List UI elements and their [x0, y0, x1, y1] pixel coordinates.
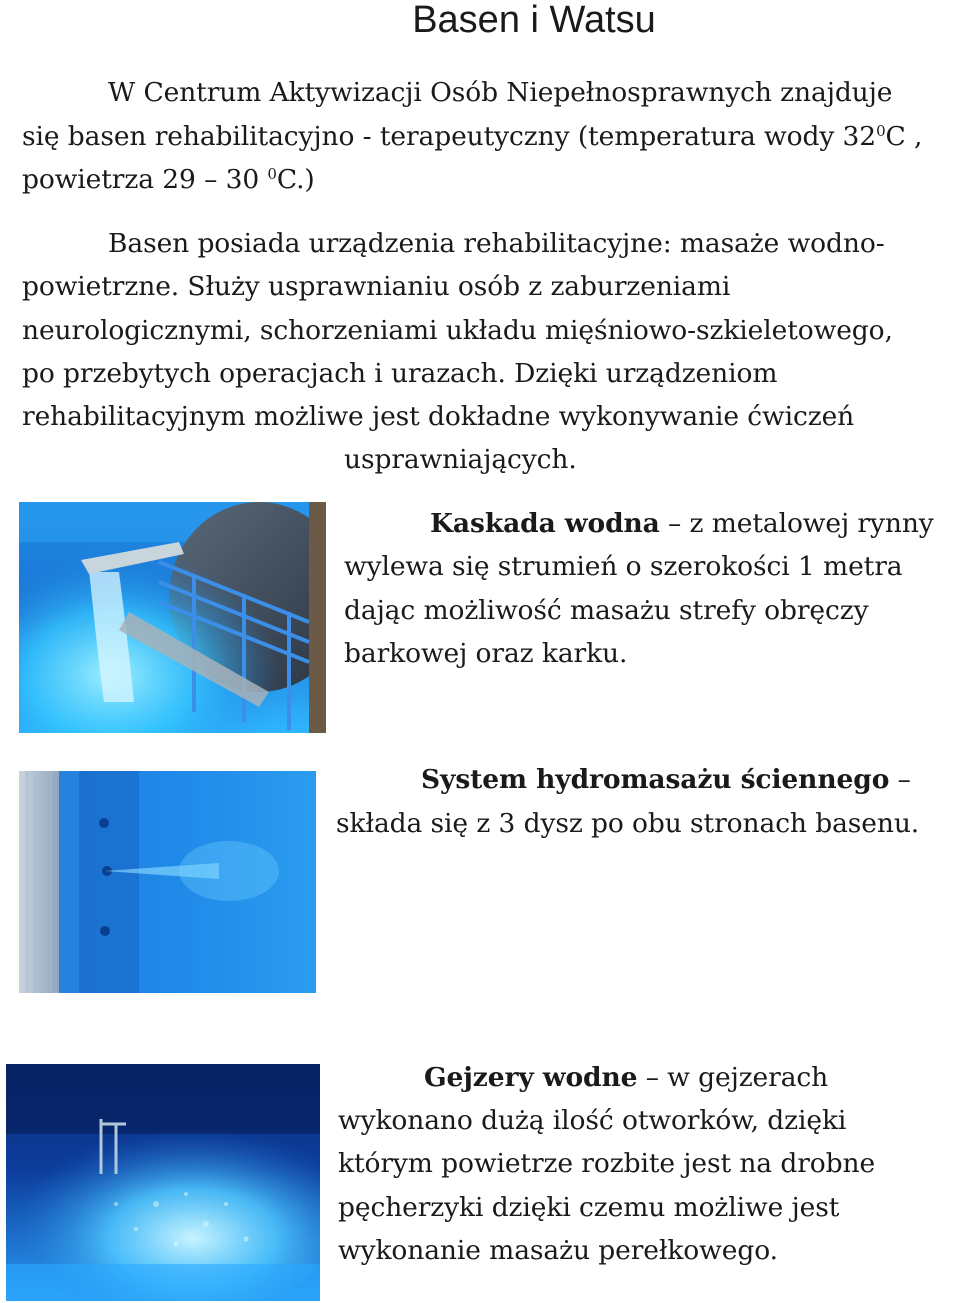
wall-massage-photo: [19, 771, 316, 993]
intro-line-3: powietrza 29 – 30 $^0$C.): [22, 164, 315, 195]
equipment-line-2: powietrzne. Służy usprawnianiu osób z zaburzeniami: [22, 271, 731, 302]
geysers-line-4: pęcherzyki dzięki czemu możliwe jest: [338, 1192, 840, 1223]
geysers-line-3: którym powietrze rozbite jest na drobne: [338, 1148, 876, 1179]
cascade-line-2: wylewa się strumień o szerokości 1 metra: [344, 551, 903, 582]
wall-massage-line-1: System hydromasażu ściennego –: [421, 764, 911, 795]
equipment-line-3: neurologicznymi, schorzeniami układu mięśniowo-szkieletowego,: [22, 315, 893, 346]
equipment-line-6: usprawniających.: [344, 444, 577, 475]
cascade-photo: [19, 502, 326, 733]
intro-line-1: W Centrum Aktywizacji Osób Niepełnosprawnych znajduje: [108, 77, 893, 108]
geysers-line-5: wykonanie masażu perełkowego.: [338, 1235, 778, 1266]
wall-massage-heading: System hydromasażu ściennego: [421, 764, 890, 795]
equipment-line-5: rehabilitacyjnym możliwe jest dokładne wykonywanie ćwiczeń: [22, 401, 855, 432]
cascade-line-1: Kaskada wodna – z metalowej rynny: [430, 508, 934, 539]
equipment-line-1: Basen posiada urządzenia rehabilitacyjne: masaże wodno-: [108, 228, 885, 259]
geysers-photo: [6, 1064, 320, 1301]
cascade-line-4: barkowej oraz karku.: [344, 638, 628, 669]
wall-massage-line-2: składa się z 3 dysz po obu stronach basenu.: [336, 808, 920, 839]
page-title: Basen i Watsu: [412, 0, 656, 41]
cascade-line-3: dając możliwość masażu strefy obręczy: [344, 595, 869, 626]
intro-line-2: się basen rehabilitacyjno - terapeutyczny (temperatura wody $32^0C$ ,: [22, 121, 923, 152]
geysers-heading: Gejzery wodne: [424, 1062, 638, 1093]
geysers-line-1: Gejzery wodne – w gejzerach: [424, 1062, 829, 1093]
cascade-heading: Kaskada wodna: [430, 508, 660, 539]
geysers-line-2: wykonano dużą ilość otworków, dzięki: [338, 1105, 847, 1136]
equipment-line-4: po przebytych operacjach i urazach. Dzięki urządzeniom: [22, 358, 778, 389]
